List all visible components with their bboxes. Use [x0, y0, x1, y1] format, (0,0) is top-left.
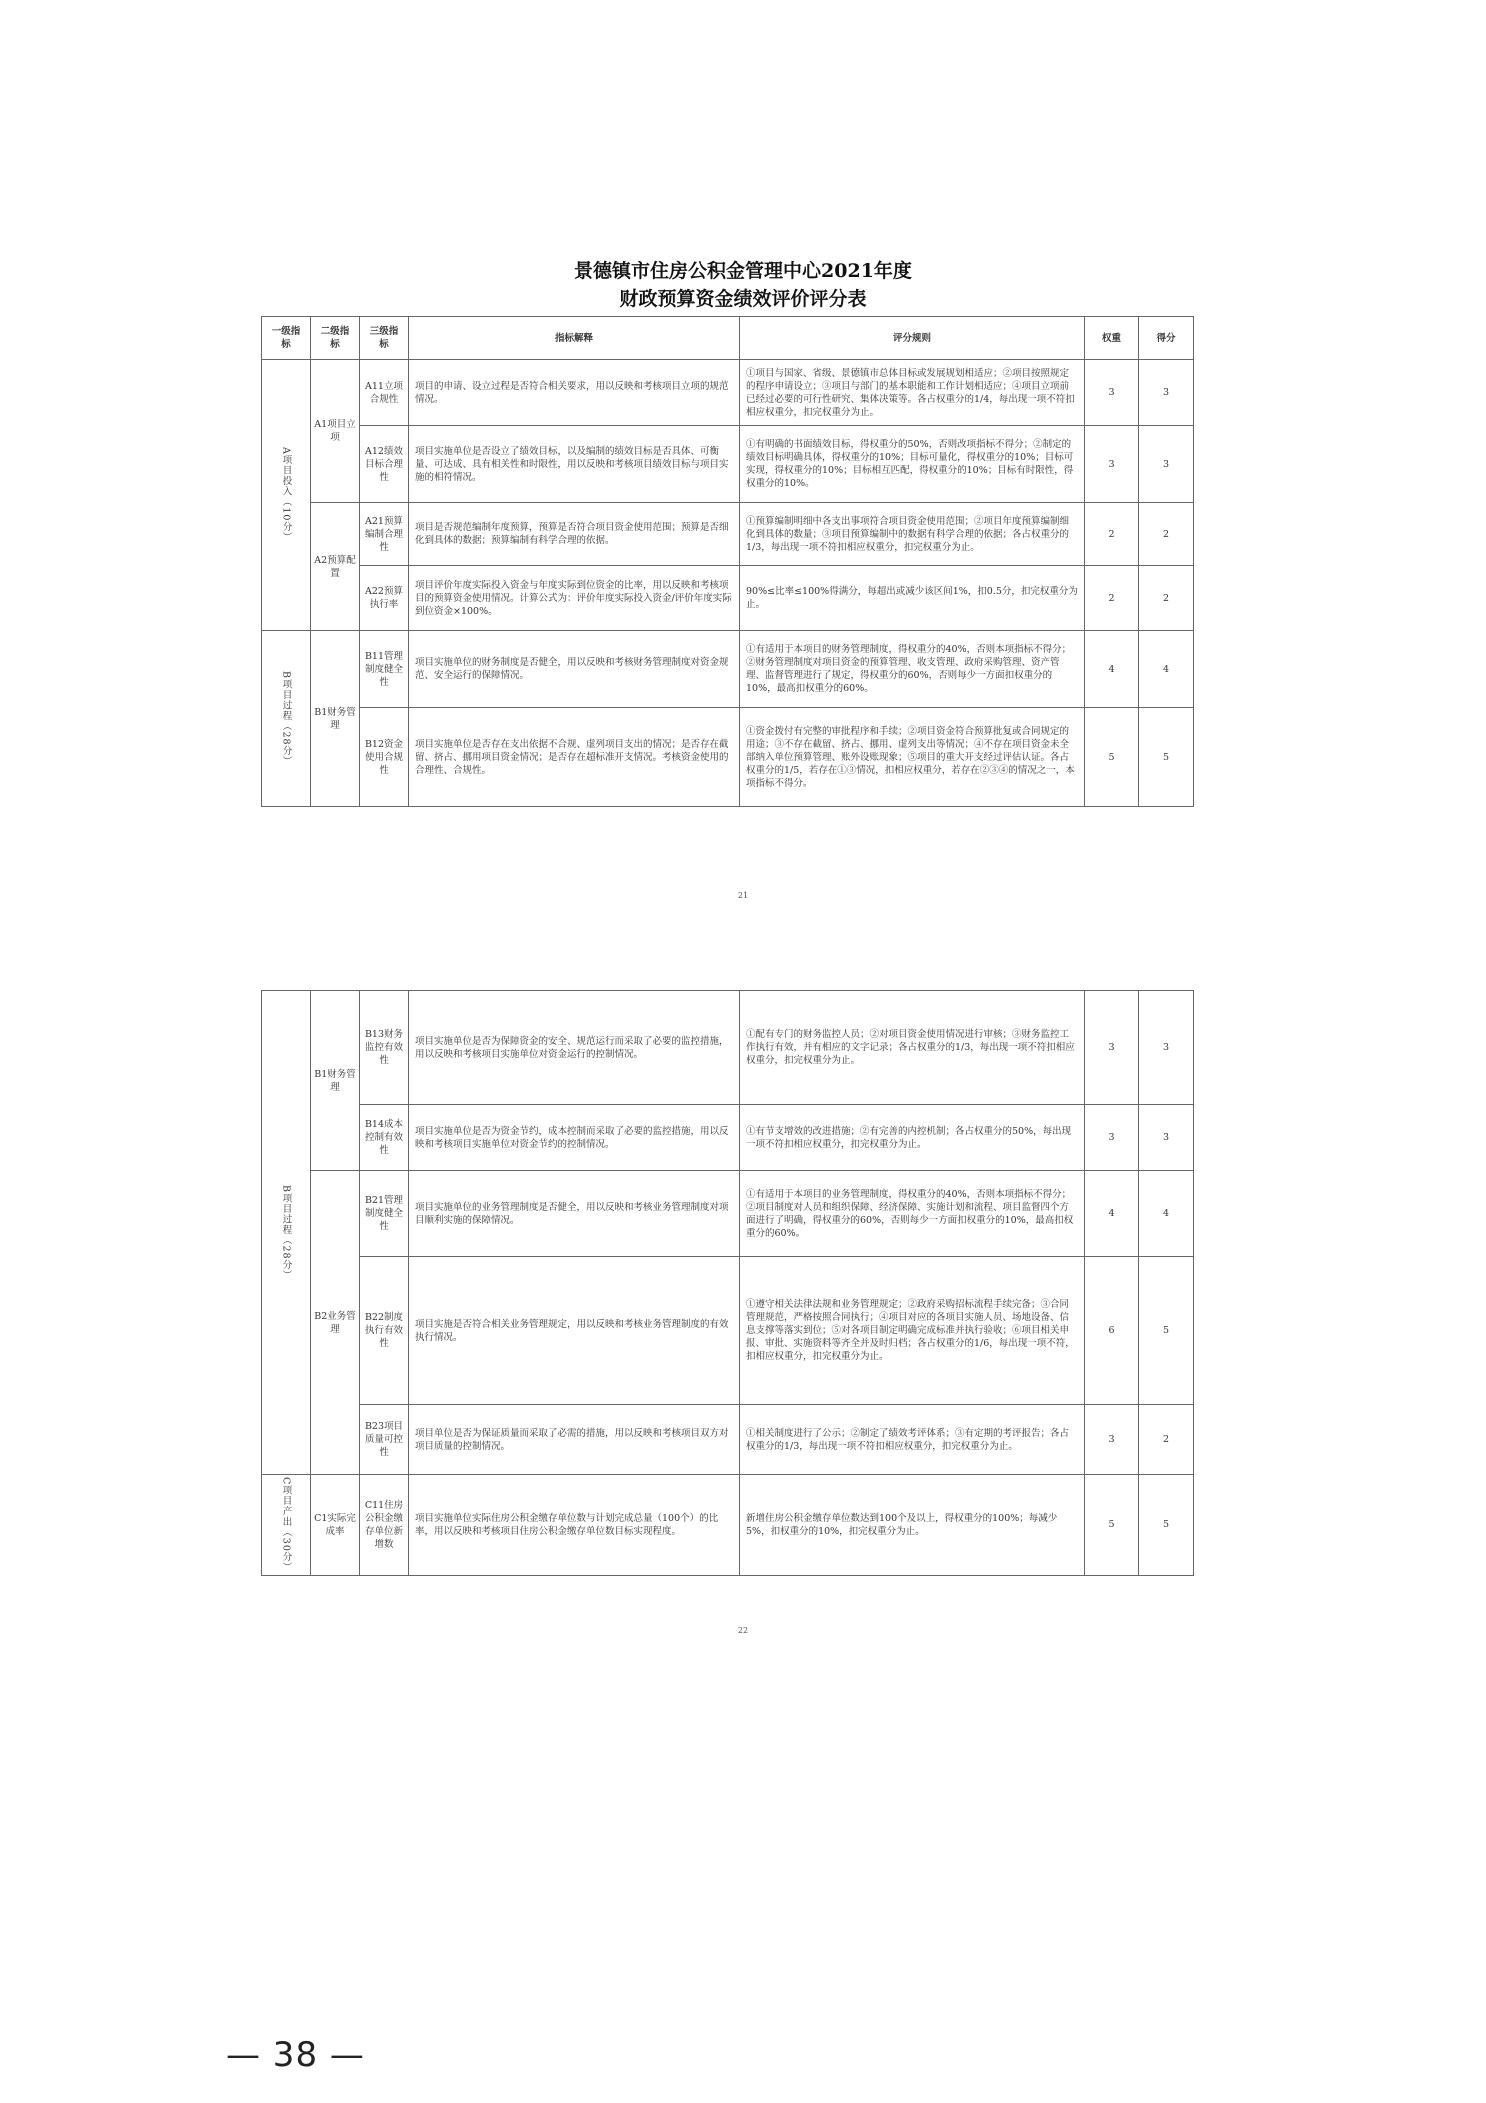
row-weight: 3 [1085, 1105, 1139, 1171]
row-score: 2 [1139, 503, 1194, 566]
table-row [262, 1475, 1194, 1576]
row-weight: 6 [1085, 1257, 1139, 1405]
row-explain: 项目评价年度实际投入资金与年度实际到位资金的比率，用以反映和考核项目的预算资金使用情况。计算公式为：评价年度实际投入资金/评价年度实际到位资金×100%。 [409, 566, 740, 631]
row-weight: 4 [1085, 631, 1139, 708]
row-explain: 项目单位是否为保证质量而采取了必需的措施，用以反映和考核项目双方对项目质量的控制情况。 [409, 1405, 740, 1475]
row-explain: 项目的申请、设立过程是否符合相关要求，用以反映和考核项目立项的规范情况。 [409, 360, 740, 426]
group-a2: A2预算配置 [311, 503, 360, 631]
table-row [262, 503, 1194, 566]
row-explain: 项目实施单位是否设立了绩效目标，以及编制的绩效目标是否具体、可衡量、可达成、具有相关性和时限性，用以反映和考核项目绩效目标与项目实施的相符情况。 [409, 426, 740, 503]
row-score: 2 [1139, 566, 1194, 631]
group-c-output: C项目产出（30分） [280, 1477, 292, 1573]
row-rule: ①资金拨付有完整的审批程序和手续；②项目资金符合预算批复或合同规定的用途；③不存在截留、挤占、挪用、虚列支出等情况；④不存在项目资金未全部纳入单位预算管理、账外设账现象；⑤项目的重大开支经过评估认证。各占权重分的1/5，若存在①③情况，扣相应权重分，若存在②③④的情况之一，本项指标不得分。 [740, 708, 1085, 807]
row-weight: 5 [1085, 708, 1139, 807]
row-l3: B23项目质量可控性 [360, 1405, 409, 1475]
row-explain: 项目实施单位是否存在支出依据不合规、虚列项目支出的情况；是否存在截留、挤占、挪用项目资金情况；是否存在超标准开支情况。考核资金使用的合理性、合规性。 [409, 708, 740, 807]
row-weight: 2 [1085, 566, 1139, 631]
row-rule: ①有明确的书面绩效目标，得权重分的50%，否则改项指标不得分；②制定的绩效目标明确具体，得权重分的10%；目标可量化，得权重分的10%；目标可实现，得权重分的10%；目标相互匹配，得权重分的10%；目标有时限性，得权重分的10%。 [740, 426, 1085, 503]
group-b1: B1财务管理 [311, 631, 360, 807]
row-rule: ①有适用于本项目的财务管理制度，得权重分的40%，否则本项指标不得分；②财务管理制度对项目资金的预算管理、收支管理、政府采购管理、资产管理、监督管理进行了规定，得权重分的60%，否则每少一方面扣权重分的10%，最高扣权重分的60%。 [740, 631, 1085, 708]
group-a1: A1项目立项 [311, 360, 360, 503]
group-c1: C1实际完成率 [311, 1475, 360, 1576]
row-score: 4 [1139, 631, 1194, 708]
table-row [262, 631, 1194, 708]
table-row [262, 1105, 1194, 1171]
row-weight: 3 [1085, 991, 1139, 1105]
group-b2: B2业务管理 [311, 1171, 360, 1475]
row-explain: 项目实施单位的财务制度是否健全，用以反映和考核财务管理制度对资金规范、安全运行的保障情况。 [409, 631, 740, 708]
header-rule: 评分规则 [740, 317, 1085, 360]
group-b1-cont: B1财务管理 [311, 991, 360, 1171]
row-explain: 项目实施单位实际住房公积金缴存单位数与计划完成总量（100个）的比率，用以反映和考核项目住房公积金缴存单位数目标实现程度。 [409, 1475, 740, 1576]
row-l3: B21管理制度健全性 [360, 1171, 409, 1257]
row-l3: B12资金使用合规性 [360, 708, 409, 807]
row-weight: 4 [1085, 1171, 1139, 1257]
document-title-line2: 财政预算资金绩效评价评分表 [619, 288, 867, 310]
row-weight: 3 [1085, 426, 1139, 503]
group-a-project-input: A项目投入（10分） [280, 447, 292, 543]
group-b-process: B项目过程（28分） [280, 670, 292, 767]
row-l3: B11管理制度健全性 [360, 631, 409, 708]
row-l3: A22预算执行率 [360, 566, 409, 631]
row-l3: A21预算编制合理性 [360, 503, 409, 566]
page-number-21: 21 [737, 891, 749, 900]
row-score: 5 [1139, 1475, 1194, 1576]
row-l3: B22制度执行有效性 [360, 1257, 409, 1405]
row-explain: 项目实施是否符合相关业务管理规定，用以反映和考核业务管理制度的有效执行情况。 [409, 1257, 740, 1405]
document-title-line1: 景德镇市住房公积金管理中心2021年度 [574, 260, 912, 282]
table-row [262, 566, 1194, 631]
table-row [262, 1405, 1194, 1475]
header-level3: 三级指标 [360, 317, 409, 360]
table-row [262, 1257, 1194, 1405]
row-rule: ①预算编制明细中各支出事项符合项目资金使用范围；②项目年度预算编制细化到具体的数量；③项目预算编制中的数据有科学合理的依据；各占权重分的1/3，每出现一项不符扣相应权重分，扣完权重分为止。 [740, 503, 1085, 566]
header-level1: 一级指标 [262, 317, 311, 360]
row-rule: 新增住房公积金缴存单位数达到100个及以上，得权重分的100%；每减少5%，扣权重分的10%，扣完权重分为止。 [740, 1475, 1085, 1576]
row-explain: 项目实施单位是否为保障资金的安全、规范运行而采取了必要的监控措施，用以反映和考核项目实施单位对资金运行的控制情况。 [409, 991, 740, 1105]
row-rule: ①有节支增效的改进措施；②有完善的内控机制；各占权重分的50%，每出现一项不符扣相应权重分，扣完权重分为止。 [740, 1105, 1085, 1171]
row-weight: 3 [1085, 1405, 1139, 1475]
row-rule: 90%≤比率≤100%得满分，每超出或减少该区间1%，扣0.5分，扣完权重分为止。 [740, 566, 1085, 631]
group-b-process-cont: B项目过程（28分） [280, 1184, 292, 1281]
row-l3: C11住房公积金缴存单位新增数 [360, 1475, 409, 1576]
row-score: 5 [1139, 1257, 1194, 1405]
table-row [262, 360, 1194, 426]
header-level2: 二级指标 [311, 317, 360, 360]
table-row [262, 991, 1194, 1105]
row-rule: ①遵守相关法律法规和业务管理规定；②政府采购招标流程手续完备；③合同管理规范，严格按照合同执行；④项目对应的各项目实施人员、场地设备、信息支撑等落实到位；⑤对各项目制定明确完成标准并执行验收；⑥项目相关申报、审批、实施资料等齐全并及时归档；各占权重分的1/6，每出现一项不符，扣相应权重分，扣完权重分为止。 [740, 1257, 1085, 1405]
row-rule: ①项目与国家、省级、景德镇市总体目标或发展规划相适应；②项目按照规定的程序申请设立；③项目与部门的基本职能和工作计划相适应；④项目立项前已经过必要的可行性研究、集体决策等。各占权重分的1/4，每出现一项不符扣相应权重分，扣完权重分为止。 [740, 360, 1085, 426]
table-row [262, 1171, 1194, 1257]
table-header-row [262, 317, 1194, 360]
header-score: 得分 [1139, 317, 1194, 360]
row-score: 5 [1139, 708, 1194, 807]
row-rule: ①相关制度进行了公示；②制定了绩效考评体系；③有定期的考评报告；各占权重分的1/3，每出现一项不符扣相应权重分，扣完权重分为止。 [740, 1405, 1085, 1475]
row-weight: 5 [1085, 1475, 1139, 1576]
row-l3: A12绩效目标合理性 [360, 426, 409, 503]
row-explain: 项目实施单位的业务管理制度是否健全，用以反映和考核业务管理制度对项目顺利实施的保障情况。 [409, 1171, 740, 1257]
row-weight: 2 [1085, 503, 1139, 566]
table-row [262, 708, 1194, 807]
row-rule: ①有适用于本项目的业务管理制度，得权重分的40%，否则本项指标不得分；②项目制度对人员和组织保障、经济保障、实施计划和流程、项目监督四个方面进行了明确，得权重分的60%，否则每少一方面扣权重分的10%，最高扣权重分的60%。 [740, 1171, 1085, 1257]
row-weight: 3 [1085, 360, 1139, 426]
row-score: 4 [1139, 1171, 1194, 1257]
row-score: 3 [1139, 991, 1194, 1105]
header-explain: 指标解释 [409, 317, 740, 360]
row-l3: A11立项合规性 [360, 360, 409, 426]
row-explain: 项目实施单位是否为资金节约，成本控制而采取了必要的监控措施，用以反映和考核项目实施单位对资金节约的控制情况。 [409, 1105, 740, 1171]
row-l3: B13财务监控有效性 [360, 991, 409, 1105]
row-rule: ①配有专门的财务监控人员；②对项目资金使用情况进行审核；③财务监控工作执行有效，并有相应的文字记录；各占权重分的1/3，每出现一项不符扣相应权重分，扣完权重分为止。 [740, 991, 1085, 1105]
evaluation-table-part2 [261, 990, 1194, 1576]
page-footer-number: — 38 — [226, 2035, 365, 2075]
table-row [262, 426, 1194, 503]
row-score: 3 [1139, 1105, 1194, 1171]
row-score: 2 [1139, 1405, 1194, 1475]
page-number-22: 22 [737, 1626, 749, 1635]
row-explain: 项目是否规范编制年度预算，预算是否符合项目资金使用范围；预算是否细化到具体的数据；预算编制有科学合理的依据。 [409, 503, 740, 566]
row-l3: B14成本控制有效性 [360, 1105, 409, 1171]
row-score: 3 [1139, 426, 1194, 503]
row-score: 3 [1139, 360, 1194, 426]
evaluation-table-part1 [261, 316, 1194, 807]
header-weight: 权重 [1085, 317, 1139, 360]
